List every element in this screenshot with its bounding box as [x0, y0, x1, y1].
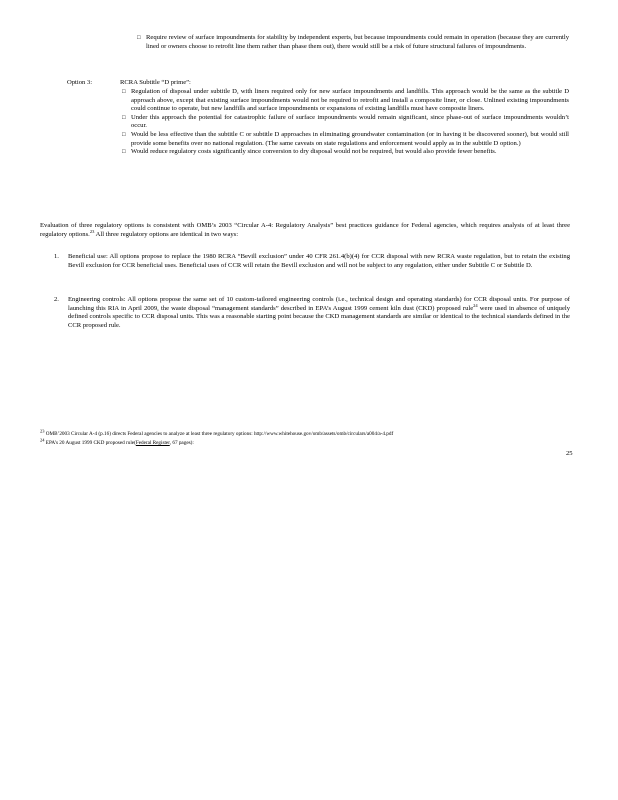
item-text: Beneficial use: All options propose to replace the 1980 RCRA “Bevill exclusion” under 40 CFR 261.4(b)(4) for CCR disposal with new RCRA waste regulation, but to retain the existing Bevill exclusion for CCR beneficial uses. Beneficial uses of CCR will retain the Bevill exclusion and will not be subject to any regulation, either under Subtitle C or Subtitle D.	[68, 253, 570, 269]
bullet-marker: □	[122, 89, 126, 95]
footnote-ref: 24	[473, 302, 478, 308]
top-bullet	[137, 34, 569, 51]
footnote-number: 24	[40, 437, 45, 443]
page-number: 25	[566, 450, 573, 457]
bullet-marker: □	[122, 114, 126, 121]
bullet-marker: □	[137, 35, 141, 41]
numbered-item	[54, 296, 570, 330]
option3-bullets	[122, 88, 569, 157]
option3-label: Option 3:	[67, 79, 93, 86]
footnote-ref: 23	[89, 228, 95, 234]
evaluation-paragraph: Evaluation of three regulatory options is consistent with OMB’s 2003 “Circular A-4: Regulatory Analysis” best practices guidance for Federal agencies, which requires analysis of at least three regulatory options.$^{23}$ All three regulatory options are identical in two ways:	[40, 222, 570, 238]
footnote-text: OMB’2003 Circular A-4 (p.16) directs Federal agencies to analyze at least three regulatory options: http://www.whitehouse.gov/omb/assets/omb/circulars/a004/a-4.pdf	[45, 431, 394, 437]
federal-register-link[interactable]: Federal Register	[135, 440, 170, 446]
option3-bullet: □ Under this approach the potential for catastrophic failure of surface impoundments would remain significant, since phase-out of surface impoundments wouldn’t occur.	[122, 113, 569, 130]
footnote-number: 23	[40, 428, 45, 434]
bullet-marker: □	[122, 149, 126, 156]
item-text: Engineering controls: All options propose the same set of 10 custom-tailored engineering controls (i.e., technical design and operating standards) for CCR disposal units. For purpose of launching this RIA in April 2009, the waste disposal “management standards” described in EPA’s August 1999 cement kiln dust (CKD) proposed rule$^{24}$ were used in absence of uniquely defined controls specific to CCR disposal units. This was a reasonable starting point because the CKD management standards are similar or identical to the technical standards defined in the CCR proposed rule.	[68, 296, 571, 329]
top-bullet-text: Require review of surface impoundments for stability by independent experts, but because impoundments could remain in operation (because they are currently lined or owners choose to retrofit line them rather than phase them out), there would still be a risk of future structural failures of impoundments.	[146, 34, 569, 50]
item-number: 1.	[54, 253, 59, 260]
numbered-item	[54, 253, 570, 270]
option3-title: RCRA Subtitle “D prime”:	[120, 79, 191, 86]
option3-bullet: □ Regulation of disposal under subtitle D, with liners required only for new surface impoundments and landfills. This approach would be the same as the subtitle D approach above, except that existing surface impoundments would not be required to retrofit and install a composite liner, or close. Unlined existing impoundments could continue to operate, but new landfills and surface impoundments or expansions of existing landfills must have composite liners.	[122, 88, 569, 113]
footnote-text: EPA’s 20 August 1999 CKD proposed rule(	[45, 440, 136, 446]
option3-bullet: □ Would reduce regulatory costs significantly since conversion to dry disposal would not be required, but would also provide fewer benefits.	[122, 148, 497, 156]
footnote: $^{24}$ EPA’s 20 August 1999 CKD proposed rule(Federal Register, 67 pages):	[40, 437, 194, 446]
item-number: 2.	[54, 296, 59, 303]
bullet-marker: □	[122, 131, 126, 138]
option3-bullet: □ Would be less effective than the subtitle C or subtitle D approaches in eliminating groundwater contamination (or in having it be discovered sooner), but would still provide some benefits over no national regulation. (The same caveats on state regulations and enforcement would apply as in the subtitle D option.)	[122, 130, 569, 147]
footnote	[40, 428, 394, 438]
